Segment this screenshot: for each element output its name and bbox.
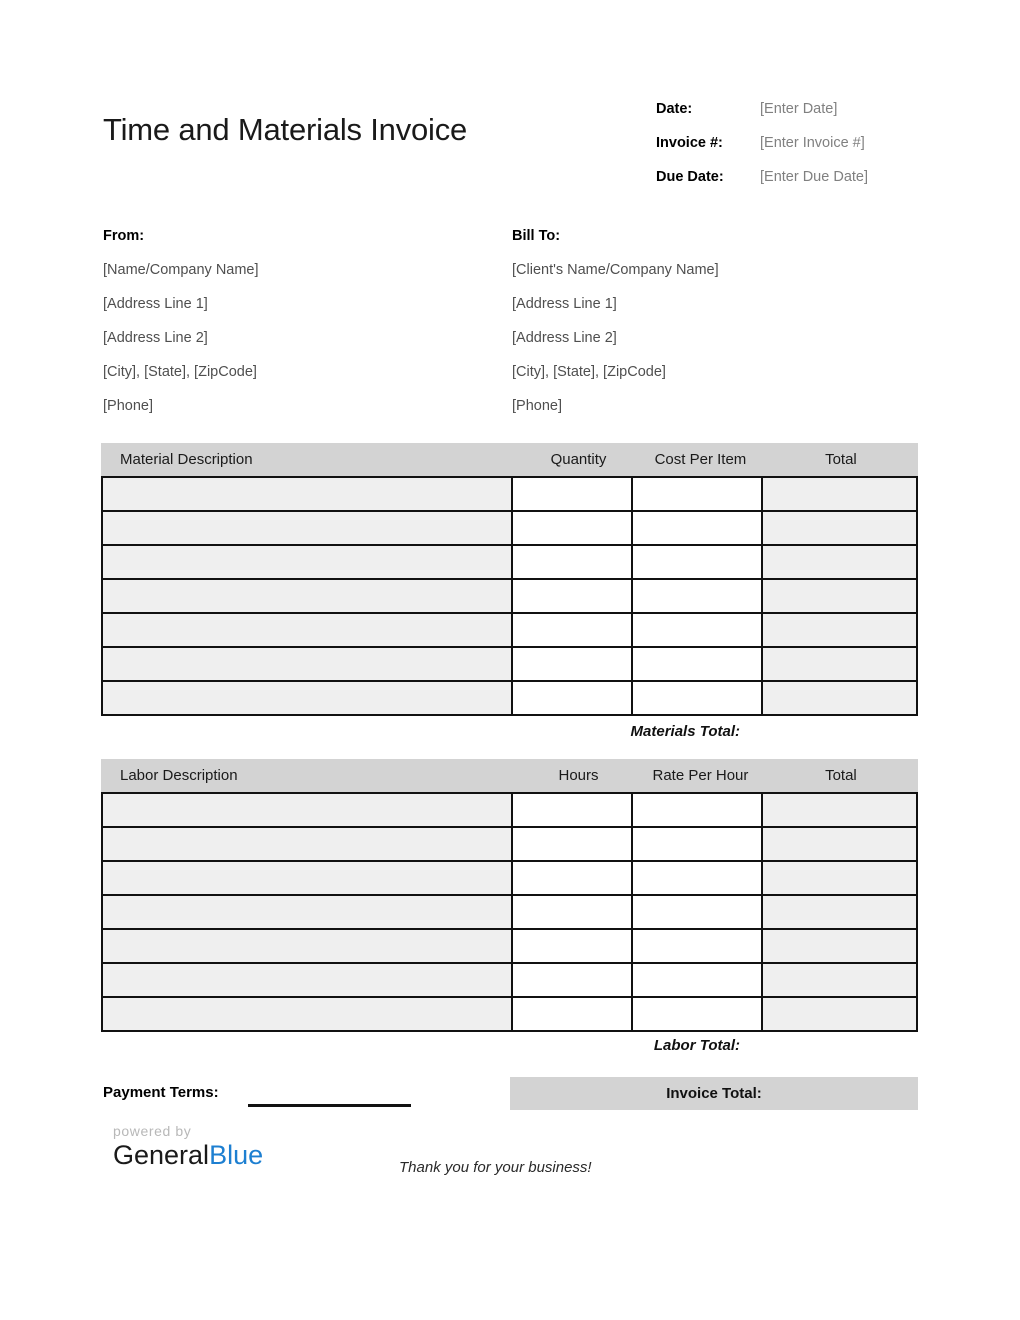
materials-cell-cost-per-item[interactable] [633,478,763,510]
labor-cell-description[interactable] [103,794,513,826]
materials-cell-description[interactable] [103,478,513,510]
materials-cell-quantity[interactable] [513,682,633,714]
table-row [103,794,916,828]
labor-total-label: Labor Total: [653,1037,740,1054]
labor-cell-description[interactable] [103,964,513,996]
table-row [103,964,916,998]
materials-cell-quantity[interactable] [513,580,633,612]
materials-cell-description[interactable] [103,512,513,544]
labor-cell-total[interactable] [763,828,916,860]
from-address-line-2[interactable]: [Address Line 2] [103,330,208,346]
payment-terms-label: Payment Terms: [103,1084,219,1101]
materials-cell-total[interactable] [763,478,916,510]
materials-header-cost-per-item: Cost Per Item [654,451,747,468]
meta-row-invoice-number [656,135,956,169]
from-name[interactable]: [Name/Company Name] [103,262,259,278]
materials-table [101,443,918,716]
labor-cell-rate-per-hour[interactable] [633,862,763,894]
table-row [103,998,916,1030]
due-date-label: Due Date: [656,169,724,185]
table-row [103,478,916,512]
thank-you-message: Thank you for your business! [399,1159,592,1176]
invoice-meta-block [656,101,956,203]
bill-to-name[interactable]: [Client's Name/Company Name] [512,262,719,278]
date-value[interactable]: [Enter Date] [760,101,838,117]
table-row [103,546,916,580]
materials-total-label: Materials Total: [630,723,740,740]
materials-header-description: Material Description [120,451,253,468]
page-title: Time and Materials Invoice [103,112,468,147]
labor-cell-hours[interactable] [513,998,633,1030]
labor-table-header [101,759,918,792]
materials-cell-total[interactable] [763,546,916,578]
table-row [103,930,916,964]
materials-cell-description[interactable] [103,682,513,714]
bill-to-address-line-1[interactable]: [Address Line 1] [512,296,617,312]
table-row [103,896,916,930]
labor-header-description: Labor Description [120,767,238,784]
labor-cell-total[interactable] [763,862,916,894]
table-row [103,614,916,648]
labor-cell-description[interactable] [103,998,513,1030]
materials-cell-cost-per-item[interactable] [633,648,763,680]
labor-cell-description[interactable] [103,896,513,928]
labor-cell-total[interactable] [763,896,916,928]
due-date-value[interactable]: [Enter Due Date] [760,169,868,185]
labor-cell-hours[interactable] [513,930,633,962]
materials-cell-cost-per-item[interactable] [633,580,763,612]
table-row [103,862,916,896]
table-row [103,580,916,614]
materials-cell-total[interactable] [763,614,916,646]
bill-to-phone[interactable]: [Phone] [512,398,562,414]
labor-header-rate-per-hour: Rate Per Hour [652,767,749,784]
materials-cell-quantity[interactable] [513,478,633,510]
materials-cell-description[interactable] [103,580,513,612]
meta-row-due-date [656,169,956,203]
materials-cell-total[interactable] [763,580,916,612]
table-row [103,512,916,546]
bill-to-city-state-zip[interactable]: [City], [State], [ZipCode] [512,364,666,380]
materials-cell-cost-per-item[interactable] [633,614,763,646]
labor-cell-hours[interactable] [513,896,633,928]
materials-cell-total[interactable] [763,682,916,714]
from-city-state-zip[interactable]: [City], [State], [ZipCode] [103,364,257,380]
labor-cell-rate-per-hour[interactable] [633,896,763,928]
invoice-number-value[interactable]: [Enter Invoice #] [760,135,865,151]
labor-table-body [101,792,918,1032]
labor-cell-rate-per-hour[interactable] [633,828,763,860]
bill-to-address-line-2[interactable]: [Address Line 2] [512,330,617,346]
labor-cell-description[interactable] [103,828,513,860]
invoice-total-band [510,1077,918,1110]
materials-cell-description[interactable] [103,614,513,646]
powered-by-label: powered by [113,1123,192,1139]
logo-general-text: General [113,1140,210,1170]
materials-table-body [101,476,918,716]
labor-header-total: Total [825,767,857,784]
date-label: Date: [656,101,693,117]
labor-cell-rate-per-hour[interactable] [633,998,763,1030]
materials-table-header [101,443,918,476]
labor-cell-hours[interactable] [513,794,633,826]
materials-cell-total[interactable] [763,648,916,680]
meta-row-date [656,101,956,135]
logo-wordmark [113,1142,263,1169]
labor-cell-hours[interactable] [513,828,633,860]
materials-cell-cost-per-item[interactable] [633,682,763,714]
materials-header-quantity: Quantity [550,451,607,468]
invoice-total-label: Invoice Total: [666,1085,762,1102]
materials-cell-cost-per-item[interactable] [633,512,763,544]
labor-cell-hours[interactable] [513,964,633,996]
from-phone[interactable]: [Phone] [103,398,153,414]
materials-cell-quantity[interactable] [513,512,633,544]
labor-cell-total[interactable] [763,964,916,996]
labor-cell-hours[interactable] [513,862,633,894]
labor-cell-total[interactable] [763,998,916,1030]
table-row [103,682,916,714]
labor-cell-total[interactable] [763,930,916,962]
labor-header-hours: Hours [558,767,599,784]
materials-cell-description[interactable] [103,546,513,578]
labor-cell-description[interactable] [103,862,513,894]
bill-to-label: Bill To: [512,228,561,244]
labor-table [101,759,918,1032]
materials-header-total: Total [825,451,857,468]
labor-cell-rate-per-hour[interactable] [633,964,763,996]
labor-cell-rate-per-hour[interactable] [633,794,763,826]
materials-cell-description[interactable] [103,648,513,680]
materials-cell-quantity[interactable] [513,614,633,646]
labor-cell-rate-per-hour[interactable] [633,930,763,962]
materials-cell-quantity[interactable] [513,546,633,578]
labor-cell-description[interactable] [103,930,513,962]
invoice-number-label: Invoice #: [656,135,723,151]
from-label: From: [103,228,145,244]
materials-cell-quantity[interactable] [513,648,633,680]
labor-cell-total[interactable] [763,794,916,826]
materials-cell-cost-per-item[interactable] [633,546,763,578]
materials-cell-total[interactable] [763,512,916,544]
logo-blue-text: Blue [209,1140,264,1170]
payment-terms-input[interactable] [248,1104,411,1107]
table-row [103,648,916,682]
from-address-line-1[interactable]: [Address Line 1] [103,296,208,312]
from-address-block [103,228,503,432]
bill-to-address-block [512,228,912,432]
generalblue-logo [113,1124,263,1169]
table-row [103,828,916,862]
